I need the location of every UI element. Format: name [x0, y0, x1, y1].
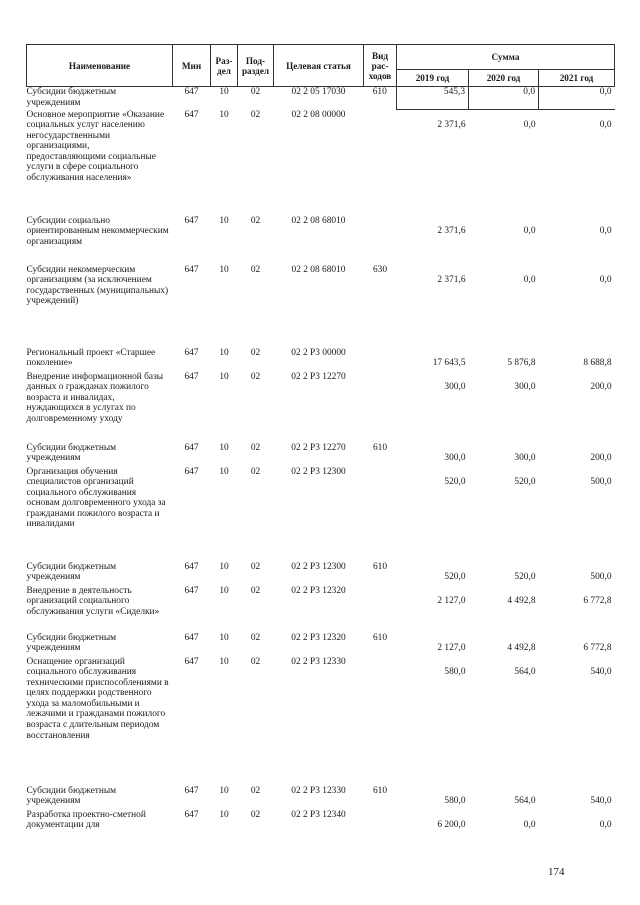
row-sum-2020: 0,0 [523, 274, 536, 285]
row-celevaya: 02 2 P3 12270 [291, 371, 346, 382]
row-celevaya: 02 2 P3 12330 [291, 785, 346, 796]
row-sum-2021: 0,0 [599, 274, 612, 285]
row-razdel: 10 [219, 466, 229, 477]
row-sum-2021: 200,0 [590, 381, 612, 392]
row-razdel: 10 [219, 561, 229, 572]
row-sum-2021: 0,0 [539, 87, 615, 110]
header-celevaya: Целевая статья [274, 45, 364, 87]
row-min: 647 [184, 585, 199, 596]
row-podrazdel: 02 [250, 109, 261, 120]
row-razdel: 10 [219, 785, 229, 796]
row-sum-2019: 545,3 [397, 87, 469, 110]
row-razdel: 10 [219, 371, 229, 382]
row-vid [364, 586, 397, 633]
row-name: Субсидии бюджетным учреждениям [26, 561, 117, 583]
row-vid [364, 216, 397, 265]
row-razdel: 10 [219, 347, 229, 358]
row-sum-2020: 300,0 [514, 381, 536, 392]
row-min: 647 [184, 87, 199, 97]
row-podrazdel: 02 [250, 809, 261, 820]
row-celevaya: 02 2 08 00000 [291, 109, 346, 120]
row-sum-2021: 6 772,8 [583, 642, 612, 653]
row-min: 647 [184, 264, 199, 275]
row-sum-2020: 5 876,8 [507, 357, 536, 368]
row-name: Региональный проект «Старшее поколение» [26, 347, 156, 369]
budget-table [26, 44, 615, 850]
row-min: 647 [184, 785, 199, 796]
header-name: Наименование [27, 45, 173, 87]
row-name: Субсидии бюджетным учреждениям [26, 785, 117, 807]
row-razdel: 10 [219, 585, 229, 596]
row-razdel: 10 [219, 656, 229, 667]
row-podrazdel: 02 [250, 215, 261, 226]
table-row [27, 265, 615, 348]
row-vid: 610 [372, 442, 388, 453]
table-row [27, 657, 615, 786]
header-vid: Вид рас-ходов [364, 45, 397, 87]
row-podrazdel: 02 [250, 561, 261, 572]
row-name: Субсидии социально ориентированным некоммерческим организациям [26, 215, 169, 247]
row-sum-2019: 300,0 [444, 452, 466, 463]
row-min: 647 [184, 561, 199, 572]
row-celevaya: 02 2 P3 12270 [291, 442, 346, 453]
row-vid: 630 [372, 264, 388, 275]
header-razdel: Раз-дел [211, 45, 238, 87]
row-podrazdel: 02 [250, 656, 261, 667]
header-2019: 2019 год [397, 70, 469, 87]
row-razdel: 10 [219, 109, 229, 120]
table-row [27, 562, 615, 586]
row-sum-2021: 0,0 [599, 120, 612, 130]
row-sum-2020: 300,0 [514, 452, 536, 463]
row-vid [364, 110, 397, 216]
row-sum-2020: 4 492,8 [507, 595, 536, 606]
row-min: 647 [184, 371, 199, 382]
row-vid [364, 372, 397, 443]
table-row [27, 810, 615, 850]
table-row [27, 586, 615, 633]
header-summa: Сумма [397, 45, 615, 70]
header-2020: 2020 год [469, 70, 539, 87]
row-celevaya: 02 2 08 68010 [291, 215, 346, 226]
table-row [27, 633, 615, 657]
row-min: 647 [184, 809, 199, 820]
row-name: Организация обучения специалистов организаций социального обслуживания основам долговременного ухода за гражданами пожилого возраста и инвалидами [26, 466, 166, 530]
row-razdel: 10 [219, 264, 229, 275]
header-min: Мин [173, 45, 211, 87]
table-row [27, 786, 615, 810]
row-podrazdel: 02 [250, 347, 261, 358]
row-name: Субсидии некоммерческим организациям (за исключением государственных (муниципальных) учреждений) [26, 264, 169, 307]
row-min: 647 [184, 215, 199, 226]
row-vid: 610 [372, 561, 388, 572]
row-sum-2021: 0,0 [599, 225, 612, 236]
row-vid [364, 467, 397, 562]
row-celevaya: 02 2 P3 00000 [291, 347, 346, 358]
row-podrazdel: 02 [250, 87, 261, 97]
row-sum-2019: 2 371,6 [437, 120, 466, 130]
row-name: Разработка проектно-сметной документации для [26, 809, 146, 831]
row-sum-2021: 6 772,8 [583, 595, 612, 606]
row-sum-2019: 580,0 [444, 666, 466, 677]
table-row [27, 87, 615, 110]
row-razdel: 10 [219, 809, 229, 820]
row-vid: 610 [372, 87, 387, 97]
row-sum-2019: 6 200,0 [437, 819, 466, 830]
row-vid [364, 657, 397, 786]
row-sum-2020: 520,0 [514, 571, 536, 582]
row-name: Внедрение информационной базы данных о гражданах пожилого возраста и инвалидах, нуждающихся в услугах по долговременному уходу [26, 371, 164, 424]
header-podrazdel: Под-раздел [238, 45, 274, 87]
row-sum-2020: 0,0 [469, 87, 539, 110]
row-sum-2021: 500,0 [590, 571, 612, 582]
row-sum-2020: 564,0 [514, 795, 536, 806]
row-sum-2019: 2 371,6 [437, 274, 466, 285]
row-min: 647 [184, 442, 199, 453]
header-2021: 2021 год [539, 70, 615, 87]
row-name: Субсидии бюджетным учреждениям [26, 87, 117, 108]
row-sum-2019: 2 371,6 [437, 225, 466, 236]
row-sum-2019: 300,0 [444, 381, 466, 392]
row-sum-2019: 520,0 [444, 476, 466, 487]
row-sum-2021: 200,0 [590, 452, 612, 463]
row-sum-2019: 2 127,0 [437, 595, 466, 606]
row-podrazdel: 02 [250, 632, 261, 643]
row-name: Субсидии бюджетным учреждениям [26, 632, 117, 654]
table-header [27, 45, 615, 87]
row-name: Основное мероприятие «Оказание социальных услуг населению негосударственными организациями, предоставляющими социальные услуги в сфере социального обслуживания населения» [26, 109, 165, 184]
row-sum-2019: 580,0 [444, 795, 466, 806]
row-name: Оснащение организаций социального обслуживания техническими приспособлениями в целях поддержки родственного ухода за маломобильными и лежачими и гражданами пожилого возраста с длительным периодом восстановления [26, 656, 169, 741]
row-sum-2020: 520,0 [514, 476, 536, 487]
table-row [27, 467, 615, 562]
row-sum-2021: 540,0 [590, 795, 612, 806]
row-vid [364, 348, 397, 372]
row-podrazdel: 02 [250, 264, 261, 275]
table-row [27, 372, 615, 443]
row-sum-2019: 2 127,0 [437, 642, 466, 653]
row-min: 647 [184, 347, 199, 358]
row-min: 647 [184, 656, 199, 667]
row-podrazdel: 02 [250, 371, 261, 382]
row-celevaya: 02 2 P3 12320 [291, 632, 346, 643]
row-vid: 610 [372, 632, 388, 643]
row-celevaya: 02 2 08 68010 [291, 264, 346, 275]
table-body [27, 87, 615, 850]
table-row [27, 348, 615, 372]
row-name: Субсидии бюджетным учреждениям [26, 442, 117, 464]
row-min: 647 [184, 632, 199, 643]
row-celevaya: 02 2 P3 12340 [291, 809, 346, 820]
page-number: 174 [548, 866, 565, 878]
row-sum-2021: 8 688,8 [583, 357, 612, 368]
row-razdel: 10 [219, 632, 229, 643]
row-min: 647 [184, 109, 199, 120]
row-sum-2020: 0,0 [523, 819, 536, 830]
row-vid [364, 810, 397, 850]
table-row [27, 216, 615, 265]
table-row [27, 443, 615, 467]
row-celevaya: 02 2 P3 12300 [291, 561, 346, 572]
row-min: 647 [184, 466, 199, 477]
row-sum-2021: 0,0 [599, 819, 612, 830]
row-celevaya: 02 2 P3 12300 [291, 466, 346, 477]
row-podrazdel: 02 [250, 442, 261, 453]
row-sum-2020: 0,0 [523, 225, 536, 236]
row-razdel: 10 [219, 442, 229, 453]
row-razdel: 10 [219, 215, 229, 226]
row-sum-2021: 500,0 [590, 476, 612, 487]
row-sum-2019: 520,0 [444, 571, 466, 582]
row-podrazdel: 02 [250, 466, 261, 477]
row-celevaya: 02 2 P3 12330 [291, 656, 346, 667]
row-podrazdel: 02 [250, 585, 261, 596]
row-vid: 610 [372, 785, 388, 796]
row-sum-2020: 4 492,8 [507, 642, 536, 653]
row-sum-2021: 540,0 [590, 666, 612, 677]
table-row [27, 110, 615, 216]
row-sum-2020: 564,0 [514, 666, 536, 677]
row-celevaya: 02 2 05 17030 [291, 87, 346, 97]
row-name: Внедрение в деятельность организаций социального обслуживания услуги «Сиделки» [26, 585, 160, 617]
row-razdel: 10 [219, 87, 229, 97]
row-sum-2020: 0,0 [523, 120, 536, 130]
row-celevaya: 02 2 P3 12320 [291, 585, 346, 596]
row-podrazdel: 02 [250, 785, 261, 796]
row-sum-2019: 17 643,5 [432, 357, 466, 368]
